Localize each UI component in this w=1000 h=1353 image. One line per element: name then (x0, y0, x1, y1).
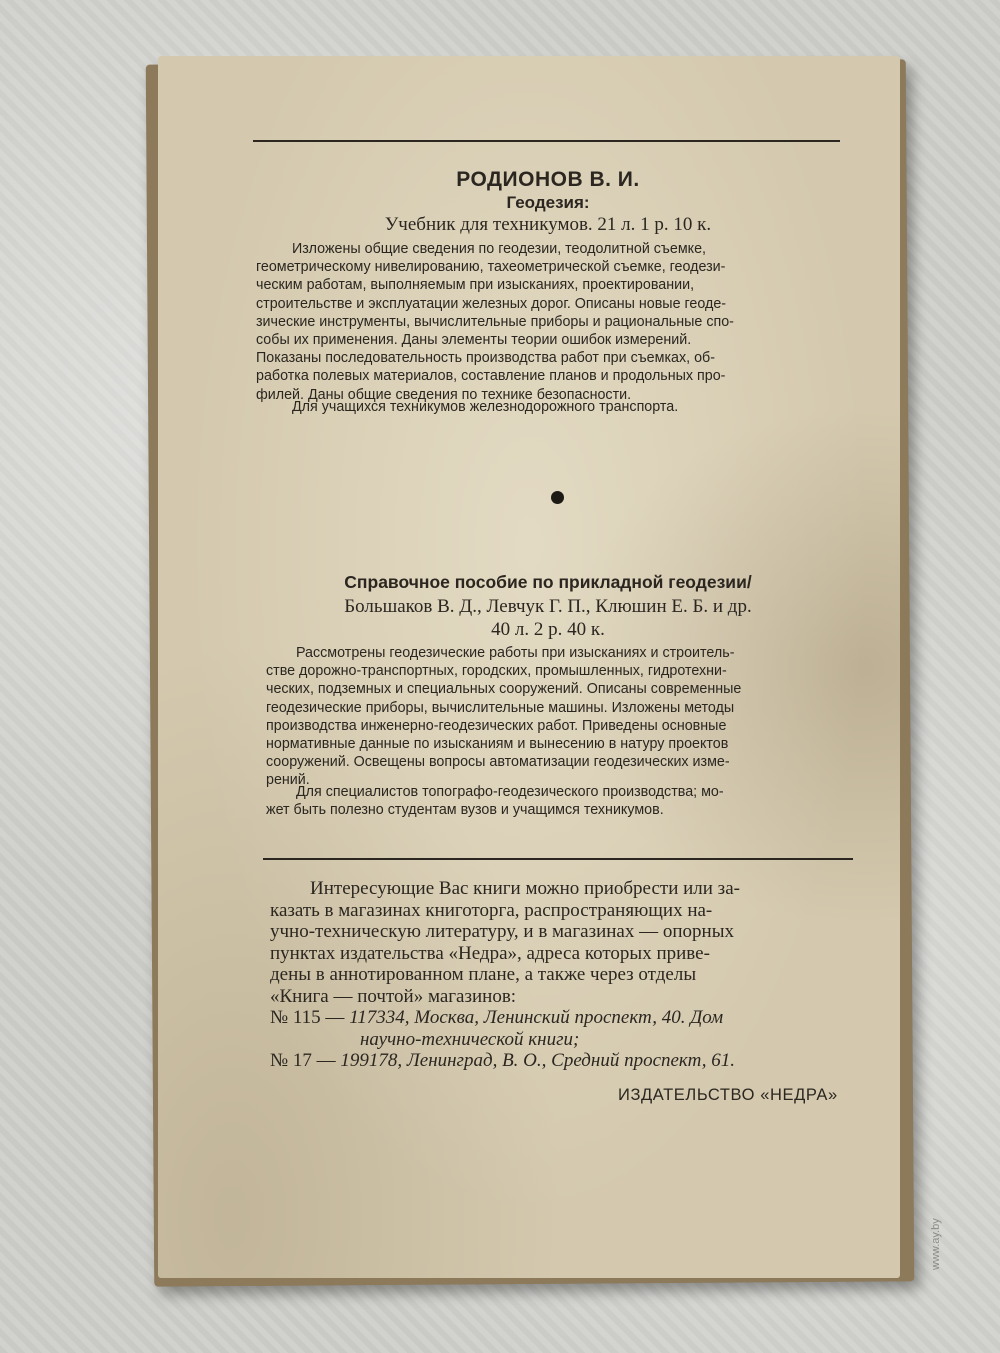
book-back-cover (158, 56, 900, 1278)
top-divider (253, 140, 840, 142)
book2-audience: Для специалистов топографо-геодезического производства; мо- жет быть полезно студентам вузов и учащимся техникумов. (266, 784, 724, 819)
book2-authors: Большаков В. Д., Левчук Г. П., Клюшин Е. Б. и др. (344, 596, 752, 617)
separator-bullet (551, 491, 564, 504)
book1-meta: Учебник для техникумов. 21 л. 1 р. 10 к. (384, 214, 712, 235)
book1-description: Изложены общие сведения по геодезии, теодолитной съемке, геометрическому нивелированию, тахеометрической съемке, геодези- ческим работам, выполняемым при изысканиях, проектировании, строительстве и эксплуатации железных дорог. Описаны новые геоде- зические инструменты, вычислительные приборы и рациональные спо- собы их применения. Даны элементы теории ошибок измерений. Показаны последовательность производства работ при съемках, об- работка полевых материалов, составление планов и продольных про- филей. Даны общие сведения по технике безопасности. (256, 241, 734, 403)
watermark: www.ay.by (930, 1218, 942, 1270)
book1-audience: Для учащихся техникумов железнодорожного транспорта. (292, 399, 679, 415)
middle-divider (263, 858, 853, 860)
book2-description: Рассмотрены геодезические работы при изысканиях и строитель- стве дорожно-транспортных, городских, промышленных, гидротехни- ческих, подземных и специальных сооружений. Описаны современные геодезические приборы, вычислительные машины. Изложены методы производства инженерно-геодезических работ. Приведены основные нормативные данные по изысканиям и вынесению в натуру проектов сооружений. Освещены вопросы автоматизации геодезических изме- рений. (266, 645, 742, 789)
book2-title: Справочное пособие по прикладной геодезии/ (344, 572, 752, 592)
ordering-info: Интересующие Вас книги можно приобрести или за- казать в магазинах книготорга, распространяющих на- учно-техническую литературу, и в магазинах — опорных пунктах издательства «Недра», адреса которых приве- дены в аннотированном плане, а также через отделы «Книга — почтой» магазинов: № 115 — 117334, Москва, Ленинский проспект, 40. Дом научно-технической книги; № 17 — 199178, Ленинград, В. О., Средний проспект, 61. (270, 878, 870, 1072)
book2-meta: 40 л. 2 р. 40 к. (491, 619, 605, 640)
book1-title: Геодезия: (506, 193, 590, 212)
book1-author: РОДИОНОВ В. И. (456, 168, 640, 191)
publisher-name: ИЗДАТЕЛЬСТВО «НЕДРА» (618, 1086, 838, 1104)
shop-address-leningrad: № 17 — 199178, Ленинград, В. О., Средний проспект, 61. (270, 1050, 736, 1071)
shop-address-moscow: № 115 — 117334, Москва, Ленинский проспект, 40. Дом (270, 1007, 724, 1028)
